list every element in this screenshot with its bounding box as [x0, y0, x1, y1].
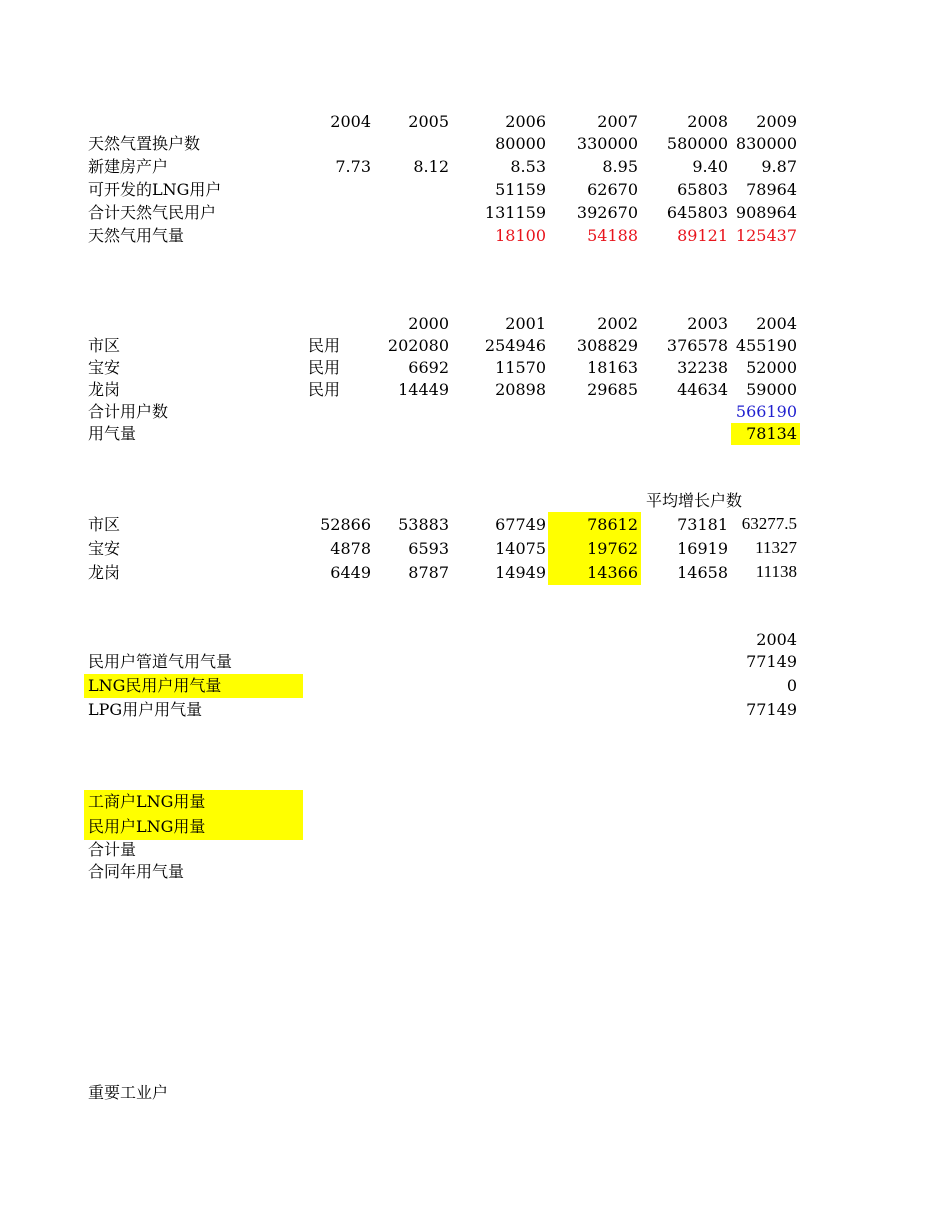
cell: 14949	[495, 563, 546, 582]
cell: 11570	[495, 358, 546, 377]
row-label: 龙岗	[88, 380, 121, 399]
row-type: 民用	[308, 380, 341, 399]
cell: 6593	[408, 539, 449, 558]
row-label: 可开发的LNG用户	[88, 180, 222, 199]
row-label: 新建房产户	[88, 157, 169, 176]
year-header: 2008	[687, 112, 728, 131]
cell: 52866	[320, 515, 371, 534]
cell: 62670	[587, 180, 638, 199]
cell-highlight: 19762	[587, 539, 638, 558]
total-households-label: 合计用户数	[88, 402, 169, 421]
cell: 18163	[587, 358, 638, 377]
cell: 53883	[398, 515, 449, 534]
year-header: 2001	[505, 314, 546, 333]
year-header: 2004	[756, 630, 797, 649]
row-label: 宝安	[88, 539, 121, 558]
cell: 52000	[746, 358, 797, 377]
cell: 51159	[495, 180, 546, 199]
cell: 14075	[495, 539, 546, 558]
row-type: 民用	[308, 336, 341, 355]
cell: 8787	[408, 563, 449, 582]
row-label: 合计量	[88, 840, 137, 859]
row-label: 民用户LNG用量	[88, 817, 206, 836]
cell: 77149	[746, 652, 797, 671]
cell: 8.53	[510, 157, 546, 176]
cell: 67749	[495, 515, 546, 534]
row-label: LPG用户用气量	[88, 700, 203, 719]
cell: 9.40	[692, 157, 728, 176]
cell: 6692	[408, 358, 449, 377]
cell-highlight: 78612	[587, 515, 638, 534]
row-label: 市区	[88, 336, 121, 355]
important-industrial-label: 重要工业户	[88, 1083, 169, 1102]
cell: 202080	[387, 336, 449, 355]
cell: 20898	[495, 380, 546, 399]
year-header: 2002	[597, 314, 638, 333]
cell: 7.73	[335, 157, 371, 176]
cell: 830000	[735, 134, 797, 153]
row-label: 合同年用气量	[88, 862, 185, 881]
year-header: 2000	[408, 314, 449, 333]
cell: 131159	[484, 203, 546, 222]
cell-highlight: 14366	[587, 563, 638, 582]
cell-red: 125437	[735, 226, 797, 245]
row-label: LNG民用户用气量	[88, 676, 222, 695]
year-header: 2005	[408, 112, 449, 131]
cell: 80000	[495, 134, 546, 153]
cell: 580000	[666, 134, 728, 153]
year-header: 2007	[597, 112, 638, 131]
row-label: 合计天然气民用户	[88, 203, 217, 222]
gas-volume-label: 用气量	[88, 424, 137, 443]
row-label: 民用户管道气用气量	[88, 652, 233, 671]
year-header: 2004	[756, 314, 797, 333]
row-label: 龙岗	[88, 563, 121, 582]
cell: 14658	[677, 563, 728, 582]
avg-growth-value: 11138	[755, 562, 797, 581]
cell: 330000	[576, 134, 638, 153]
row-label: 宝安	[88, 358, 121, 377]
avg-growth-header: 平均增长户数	[646, 491, 743, 510]
total-households-value: 566190	[735, 402, 797, 421]
cell: 8.12	[413, 157, 449, 176]
year-header: 2003	[687, 314, 728, 333]
cell: 908964	[735, 203, 797, 222]
cell-red: 54188	[587, 226, 638, 245]
cell-red: 18100	[495, 226, 546, 245]
cell: 14449	[398, 380, 449, 399]
cell: 6449	[330, 563, 371, 582]
row-label: 天然气用气量	[88, 226, 185, 245]
cell: 9.87	[761, 157, 797, 176]
cell: 8.95	[602, 157, 638, 176]
gas-volume-value: 78134	[746, 424, 797, 443]
cell: 376578	[666, 336, 728, 355]
avg-growth-value: 11327	[755, 538, 797, 557]
cell: 0	[786, 676, 797, 695]
avg-growth-value: 63277.5	[741, 514, 797, 533]
cell: 645803	[666, 203, 728, 222]
row-label: 工商户LNG用量	[88, 792, 206, 811]
cell: 44634	[677, 380, 728, 399]
row-type: 民用	[308, 358, 341, 377]
cell: 4878	[330, 539, 371, 558]
cell: 16919	[677, 539, 728, 558]
row-label: 天然气置换户数	[88, 134, 201, 153]
cell: 78964	[746, 180, 797, 199]
cell: 65803	[677, 180, 728, 199]
cell-red: 89121	[677, 226, 728, 245]
cell: 392670	[576, 203, 638, 222]
year-header: 2006	[505, 112, 546, 131]
year-header: 2004	[330, 112, 371, 131]
cell: 29685	[587, 380, 638, 399]
cell: 73181	[677, 515, 728, 534]
cell: 77149	[746, 700, 797, 719]
cell: 59000	[746, 380, 797, 399]
cell: 254946	[484, 336, 546, 355]
year-header: 2009	[756, 112, 797, 131]
cell: 32238	[677, 358, 728, 377]
row-label: 市区	[88, 515, 121, 534]
cell: 455190	[735, 336, 797, 355]
cell: 308829	[576, 336, 638, 355]
